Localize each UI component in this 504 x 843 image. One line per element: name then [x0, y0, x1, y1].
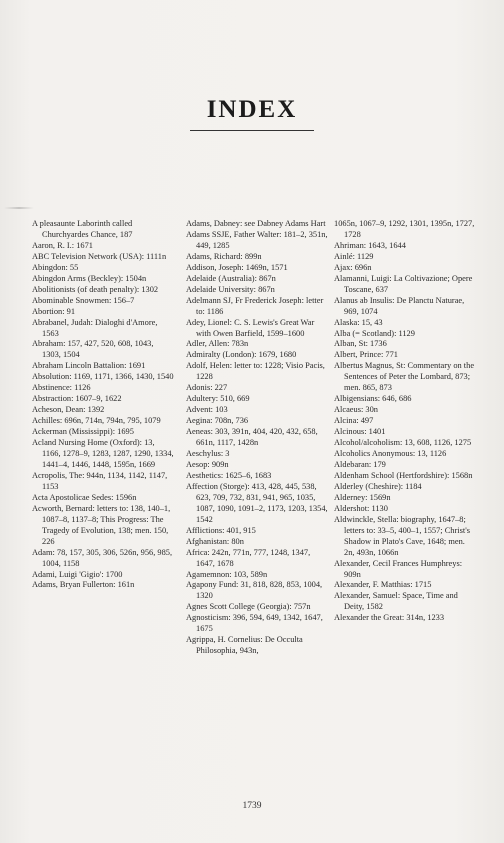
- index-entry: Abingdon Arms (Beckley): 1504n: [32, 273, 147, 283]
- index-entry: Alaska: 15, 43: [334, 317, 383, 327]
- index-entry: Ackerman (Mississippi): 1695: [32, 427, 134, 437]
- index-entry: Adelaide University: 867n: [186, 284, 275, 294]
- index-entry: Alcoholics Anonymous: 13, 1126: [334, 449, 447, 459]
- index-entry: Adolf, Helen: letter to: 1228; Visio Pacis, 1228: [186, 361, 325, 382]
- index-entry: Afflictions: 401, 915: [186, 525, 256, 535]
- index-entry: Adams, Bryan Fullerton: 161n: [32, 580, 135, 590]
- index-column-3: [334, 219, 476, 624]
- index-entry: Acworth, Bernard: letters to: 138, 140–1, 1087–8, 1137–8; This Progress: The Tragedy of Evolution, 138; men. 150, 226: [32, 503, 171, 546]
- index-entry: Adams SSJE, Father Walter: 181–2, 351n, 449, 1285: [186, 229, 328, 250]
- index-entry: Agapony Fund: 31, 818, 828, 853, 1004, 1320: [186, 580, 323, 601]
- index-entry: Aldebaran: 179: [334, 459, 386, 469]
- index-entry: Abrabanel, Judah: Dialoghi d'Amore, 1563: [32, 317, 158, 338]
- index-entry: Albigensians: 646, 686: [334, 394, 412, 404]
- index-entry: Aldershot: 1130: [334, 503, 388, 513]
- index-entry: Alba (= Scotland): 1129: [334, 328, 415, 338]
- index-entry: Addison, Joseph: 1469n, 1571: [186, 262, 288, 272]
- index-entry: Adam: 78, 157, 305, 306, 526n, 956, 985, 1004, 1158: [32, 547, 173, 568]
- index-entry: Acheson, Dean: 1392: [32, 405, 105, 415]
- index-entry: Adey, Lionel: C. S. Lewis's Great War with Owen Barfield, 1599–1600: [186, 317, 315, 338]
- index-entry: Absolution: 1169, 1171, 1366, 1430, 1540: [32, 372, 174, 382]
- index-entry: Alcina: 497: [334, 416, 374, 426]
- index-entry: Alexander, F. Matthias: 1715: [334, 580, 432, 590]
- index-entry: Abolitionists (of death penalty): 1302: [32, 284, 159, 294]
- index-entry: Adultery: 510, 669: [186, 394, 250, 404]
- index-column-1: [32, 219, 174, 591]
- index-entry: Adams, Dabney: see Dabney Adams Hart: [186, 219, 326, 228]
- index-entry: Ajax: 696n: [334, 262, 372, 272]
- index-entry: Admiralty (London): 1679, 1680: [186, 350, 297, 360]
- index-entry: Agrippa, H. Cornelius: De Occulta Philosophia, 943n,: [186, 635, 303, 656]
- index-entry: Agamemnon: 103, 589n: [186, 569, 268, 579]
- index-entry: Abominable Snowmen: 156–7: [32, 295, 135, 305]
- index-entry: Abortion: 91: [32, 306, 76, 316]
- index-entry: Alexander, Samuel: Space, Time and Deity, 1582: [334, 591, 458, 612]
- index-entry: Abraham Lincoln Battalion: 1691: [32, 361, 146, 371]
- index-entry: Albertus Magnus, St: Commentary on the Sentences of Peter the Lombard, 873; men. 865, 873: [334, 361, 475, 393]
- index-entry: Advent: 103: [186, 405, 228, 415]
- index-column-2: [186, 219, 328, 657]
- index-entry: Afghanistan: 80n: [186, 536, 244, 546]
- title-underline: [190, 130, 314, 131]
- index-entry: Adonis: 227: [186, 383, 228, 393]
- index-entry: Alanus ab Insulis: De Planctu Naturae, 969, 1074: [334, 295, 465, 316]
- index-entry: Alcaeus: 30n: [334, 405, 378, 415]
- index-entry: Acta Apostolicae Sedes: 1596n: [32, 492, 137, 502]
- index-entry: Adams, Richard: 899n: [186, 251, 262, 261]
- index-entry: Aeneas: 303, 391n, 404, 420, 432, 658, 661n, 1117, 1428n: [186, 427, 318, 448]
- index-entry: Ahriman: 1643, 1644: [334, 240, 406, 250]
- index-entry: Alcohol/alcoholism: 13, 608, 1126, 1275: [334, 438, 472, 448]
- index-entry: Albert, Prince: 771: [334, 350, 398, 360]
- index-entry: Alcinous: 1401: [334, 427, 386, 437]
- index-entry: Aegina: 708n, 736: [186, 416, 249, 426]
- index-entry: Acland Nursing Home (Oxford): 13, 1166, 1278–9, 1283, 1287, 1290, 1334, 1441–4, 1446, 1448, 1595n, 1669: [32, 438, 174, 469]
- index-entry: Aesthetics: 1625–6, 1683: [186, 470, 272, 480]
- index-entry: A pleasaunte Laborinth called Churchyardes Chance, 187: [32, 219, 133, 239]
- index-entry: Acropolis, The: 944n, 1134, 1142, 1147, 1153: [32, 470, 168, 491]
- index-entry: Alamanni, Luigi: La Coltivazione; Opere Toscane, 637: [334, 273, 473, 294]
- index-entry: Adelmann SJ, Fr Frederick Joseph: letter to: 1186: [186, 295, 324, 316]
- index-entry: 1065n, 1067–9, 1292, 1301, 1395n, 1727, 1728: [334, 219, 475, 239]
- index-entry: Alderley (Cheshire): 1184: [334, 481, 422, 491]
- index-entry: Abraham: 157, 427, 520, 608, 1043, 1303, 1504: [32, 339, 154, 360]
- index-entry: Aesop: 909n: [186, 459, 229, 469]
- page-number: 1739: [242, 801, 262, 811]
- page-title: INDEX: [206, 96, 298, 123]
- index-entry: Abstraction: 1607–9, 1622: [32, 394, 122, 404]
- index-entry: Adler, Allen: 783n: [186, 339, 249, 349]
- index-entry: Ainlé: 1129: [334, 251, 374, 261]
- index-entry: Aaron, R. I.: 1671: [32, 240, 93, 250]
- index-entry: Abstinence: 1126: [32, 383, 91, 393]
- index-entry: Alban, St: 1736: [334, 339, 387, 349]
- index-entry: Agnosticism: 396, 594, 649, 1342, 1647, 1675: [186, 613, 323, 634]
- index-entry: Africa: 242n, 771n, 777, 1248, 1347, 1647, 1678: [186, 547, 311, 568]
- index-entry: Aeschylus: 3: [186, 449, 230, 459]
- index-entry: Abingdon: 55: [32, 262, 79, 272]
- index-entry: Alexander, Cecil Frances Humphreys: 909n: [334, 558, 463, 579]
- index-entry: Agnes Scott College (Georgia): 757n: [186, 602, 311, 612]
- index-entry: Affection (Storge): 413, 428, 445, 538, 623, 709, 732, 831, 941, 965, 1035, 1087, 1090, 1091–2, 1173, 1203, 1354, 1542: [186, 481, 328, 524]
- index-entry: Adami, Luigi 'Gigio': 1700: [32, 569, 123, 579]
- index-entry: Aldenham School (Hertfordshire): 1568n: [334, 470, 473, 480]
- index-entry: Achilles: 696n, 714n, 794n, 795, 1079: [32, 416, 161, 426]
- paper-mark: [4, 207, 34, 209]
- index-entry: ABC Television Network (USA): 1111n: [32, 251, 167, 261]
- index-entry: Aldwinckle, Stella: biography, 1647–8; letters to: 33–5, 400–1, 1557; Christ's Shadow in Plato's Cave, 1648; men. 2n, 493n, 1066n: [334, 514, 470, 557]
- index-entry: Alderney: 1569n: [334, 492, 391, 502]
- index-entry: Adelaide (Australia): 867n: [186, 273, 276, 283]
- index-entry: Alexander the Great: 314n, 1233: [334, 613, 445, 623]
